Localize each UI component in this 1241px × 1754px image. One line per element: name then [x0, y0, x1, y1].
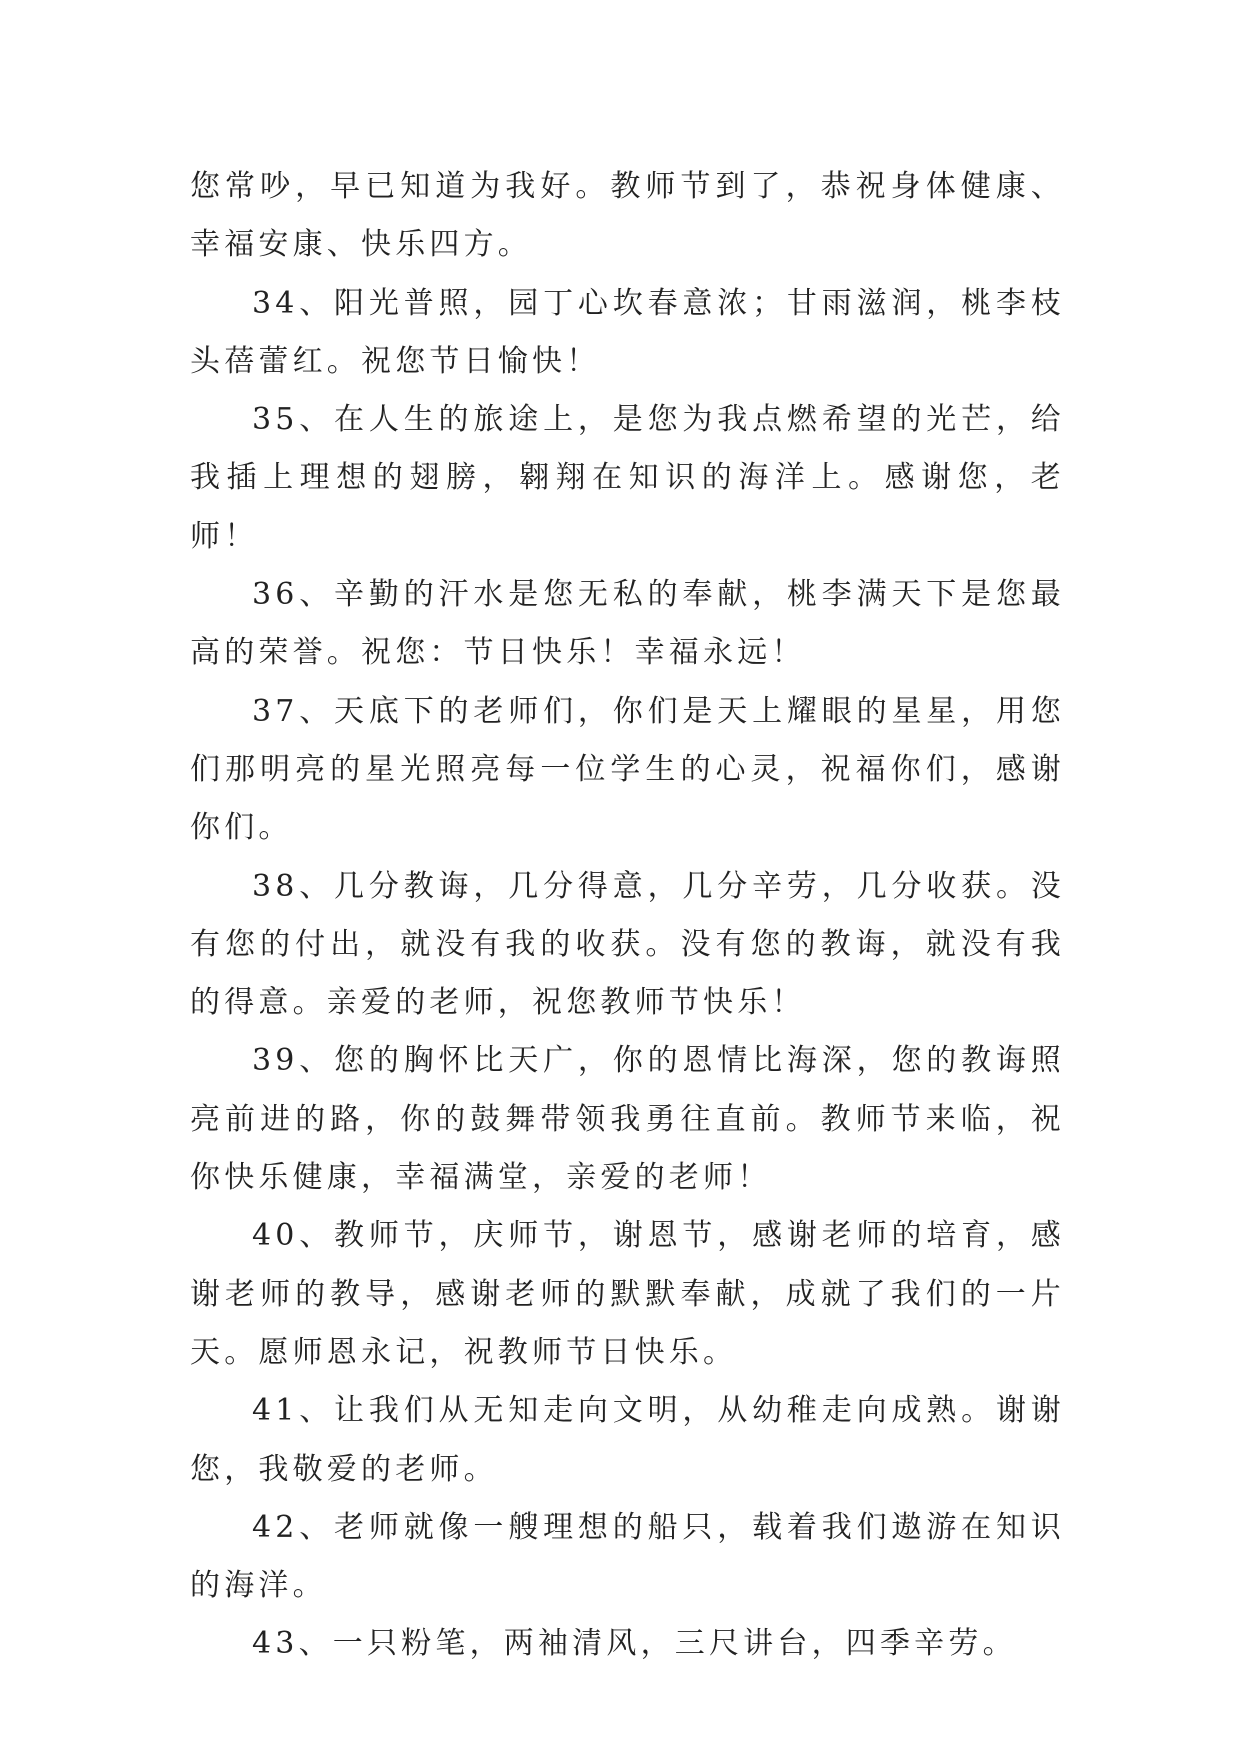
- paragraph-item-35: 35、在人生的旅途上，是您为我点燃希望的光芒，给我插上理想的翅膀，翱翔在知识的海洋上。感谢您，老师！: [190, 402, 1065, 554]
- paragraph-item-43: 43、一只粉笔，两袖清风，三尺讲台，四季辛劳。: [252, 1626, 1017, 1662]
- paragraph-item-38: 38、几分教诲，几分得意，几分辛劳，几分收获。没有您的付出，就没有我的收获。没有您的教诲，就没有我的得意。亲爱的老师，祝您教师节快乐！: [190, 868, 1065, 1021]
- paragraph-continuation: 您常吵，早已知道为我好。教师节到了，恭祝身体健康、幸福安康、快乐四方。: [190, 169, 1065, 263]
- paragraph-item-40: 40、教师节，庆师节，谢恩节，感谢老师的培育，感谢老师的教导，感谢老师的默默奉献，成就了我们的一片天。愿师恩永记，祝教师节日快乐。: [190, 1218, 1065, 1370]
- paragraph-item-41: 41、让我们从无知走向文明，从幼稚走向成熟。谢谢您，我敬爱的老师。: [190, 1393, 1065, 1487]
- paragraph-item-39: 39、您的胸怀比天广，你的恩情比海深，您的教诲照亮前进的路，你的鼓舞带领我勇往直前。教师节来临，祝你快乐健康，幸福满堂，亲爱的老师！: [190, 1043, 1065, 1196]
- paragraph-item-37: 37、天底下的老师们，你们是天上耀眼的星星，用您们那明亮的星光照亮每一位学生的心灵，祝福你们，感谢你们。: [190, 693, 1065, 846]
- document-body: [190, 158, 1065, 1674]
- paragraph-item-34: 34、阳光普照，园丁心坎春意浓；甘雨滋润，桃李枝头蓓蕾红。祝您节日愉快！: [190, 285, 1065, 379]
- paragraph-item-42: 42、老师就像一艘理想的船只，载着我们遨游在知识的海洋。: [190, 1509, 1065, 1604]
- paragraph-item-36: 36、辛勤的汗水是您无私的奉献，桃李满天下是您最高的荣誉。祝您：节日快乐！幸福永远！: [190, 577, 1065, 671]
